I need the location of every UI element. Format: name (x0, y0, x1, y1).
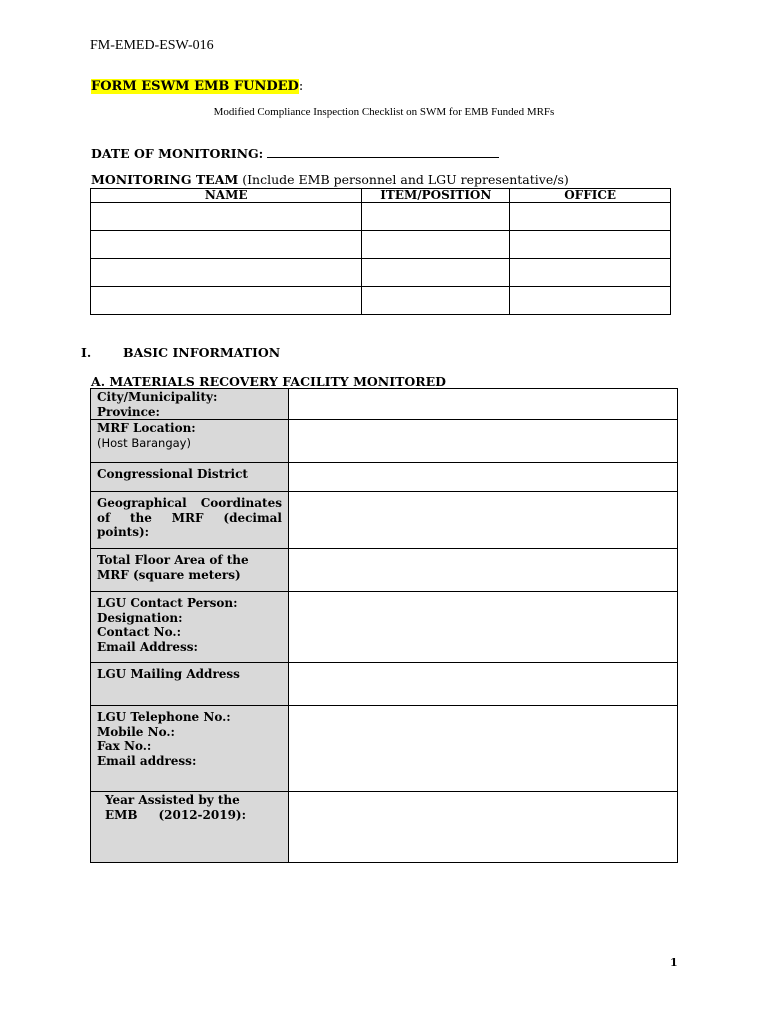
team-position-cell[interactable] (362, 287, 510, 315)
mrf-row-year (91, 792, 678, 863)
label-host-barangay: (Host Barangay) (97, 435, 191, 450)
mrf-value-telephone[interactable] (289, 706, 678, 792)
team-name-cell[interactable] (91, 259, 362, 287)
mrf-row-mailing (91, 663, 678, 706)
monitoring-team-note: (Include EMB personnel and LGU representative/s) (242, 172, 569, 187)
team-name-cell[interactable] (91, 287, 362, 315)
team-row (91, 231, 671, 259)
mrf-row-coordinates (91, 492, 678, 549)
mrf-label-telephone (91, 706, 289, 792)
mrf-row-district (91, 463, 678, 492)
form-title-highlight: FORM ESWM EMB FUNDED (91, 79, 299, 94)
label-year-line2: EMB (2012-2019): (105, 807, 247, 822)
team-row (91, 203, 671, 231)
team-name-cell[interactable] (91, 203, 362, 231)
mrf-row-telephone (91, 706, 678, 792)
mrf-value-district[interactable] (289, 463, 678, 492)
team-row (91, 259, 671, 287)
mrf-value-city-province[interactable] (289, 389, 678, 420)
form-title-suffix: : (298, 79, 304, 94)
label-email: Email address: (97, 753, 197, 768)
section-1-heading (81, 345, 281, 360)
team-position-cell[interactable] (362, 259, 510, 287)
team-header-name: NAME (91, 189, 362, 203)
team-office-cell[interactable] (510, 287, 671, 315)
team-table-header (91, 189, 671, 203)
label-province: Province: (97, 404, 160, 419)
date-of-monitoring-label: DATE OF MONITORING: (91, 146, 264, 161)
mrf-row-floor-area (91, 549, 678, 592)
mrf-value-year[interactable] (289, 792, 678, 863)
mrf-label-city-province (91, 389, 289, 420)
mrf-value-floor-area[interactable] (289, 549, 678, 592)
mrf-row-contact (91, 592, 678, 663)
section-1-number: I. (81, 345, 92, 360)
mrf-row-location (91, 420, 678, 463)
mrf-label-mailing: LGU Mailing Address (91, 663, 289, 706)
label-designation: Designation: (97, 610, 183, 625)
monitoring-team-table (90, 188, 671, 315)
form-title (91, 79, 303, 94)
team-position-cell[interactable] (362, 231, 510, 259)
date-of-monitoring-row (91, 146, 499, 161)
team-name-cell[interactable] (91, 231, 362, 259)
label-city: City/Municipality: (97, 390, 218, 404)
mrf-value-contact[interactable] (289, 592, 678, 663)
label-email-address: Email Address: (97, 639, 198, 654)
label-mobile: Mobile No.: (97, 724, 175, 739)
team-row (91, 287, 671, 315)
mrf-label-contact (91, 592, 289, 663)
team-header-office: OFFICE (510, 189, 671, 203)
label-mrf-location: MRF Location: (97, 421, 196, 435)
mrf-value-coordinates[interactable] (289, 492, 678, 549)
mrf-value-location[interactable] (289, 420, 678, 463)
mrf-label-location (91, 420, 289, 463)
monitoring-team-label: MONITORING TEAM (91, 172, 239, 187)
mrf-label-floor-area: Total Floor Area of the MRF (square meters) (91, 549, 289, 592)
form-subtitle: Modified Compliance Inspection Checklist on SWM for EMB Funded MRFs (213, 106, 555, 118)
team-header-position: ITEM/POSITION (362, 189, 510, 203)
form-code: FM-EMED-ESW-016 (90, 38, 214, 53)
mrf-value-mailing[interactable] (289, 663, 678, 706)
team-office-cell[interactable] (510, 259, 671, 287)
label-contact-no: Contact No.: (97, 625, 181, 639)
monitoring-team-heading (91, 172, 569, 187)
label-lgu-telephone: LGU Telephone No.: (97, 710, 231, 724)
section-1-title: BASIC INFORMATION (123, 345, 281, 360)
team-office-cell[interactable] (510, 203, 671, 231)
mrf-info-table (90, 388, 678, 863)
mrf-label-year (91, 792, 289, 863)
label-fax: Fax No.: (97, 739, 152, 753)
label-year-line1: Year Assisted by the (105, 793, 240, 807)
section-a-heading: A. MATERIALS RECOVERY FACILITY MONITORED (91, 374, 447, 389)
team-office-cell[interactable] (510, 231, 671, 259)
mrf-label-coordinates: Geographical Coordinates of the MRF (decimal points): (91, 492, 289, 549)
label-lgu-contact-person: LGU Contact Person: (97, 596, 238, 610)
team-position-cell[interactable] (362, 203, 510, 231)
page-number: 1 (670, 956, 678, 969)
mrf-row-city (91, 389, 678, 420)
mrf-label-district: Congressional District (91, 463, 289, 492)
date-of-monitoring-field[interactable] (267, 146, 499, 158)
